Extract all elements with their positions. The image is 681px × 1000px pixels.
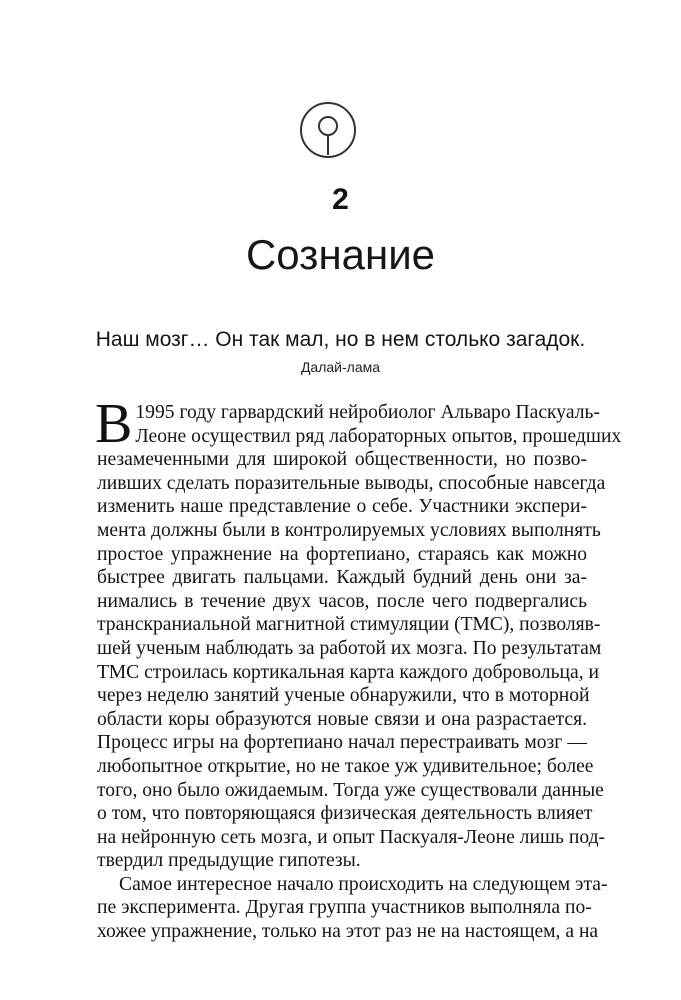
text-line: на нейронную сеть мозга, и опыт Паскуаля-Леоне лишь под- [97, 826, 606, 848]
epigraph-author: Далай-лама [300, 359, 381, 375]
text-line: Леоне осуществил ряд лабораторных опытов, прошедших [135, 425, 622, 447]
text-line: мента должны были в контролируемых условиях выполнять [97, 519, 601, 541]
text-line: пе эксперимента. Другая группа участников выполняла по- [97, 897, 592, 919]
text-line: нимались в течение двух часов, после чего подвергались [97, 590, 587, 612]
text-line: области коры образуются новые связи и она разрастается. [97, 708, 587, 730]
text-line: простое упражнение на фортепиано, стараясь как можно [97, 543, 587, 565]
text-line: изменить наше представление о себе. Участники экспери- [97, 496, 587, 518]
circle-keyhole-emblem-icon [298, 100, 358, 160]
paragraph-1 [95, 393, 622, 873]
text-line: незамеченными для широкой общественности, но позво- [97, 449, 587, 471]
text-line: ливших сделать поразительные выводы, способные навсегда [97, 472, 606, 494]
text-line: твердил предыдущие гипотезы. [97, 850, 361, 872]
text-line: ТМС строилась кортикальная карта каждого добровольца, и [97, 661, 599, 683]
text-line: через неделю занятий ученые обнаружили, что в моторной [97, 685, 590, 707]
text-line: шей ученым наблюдать за работой их мозга. По результатам [97, 637, 602, 659]
drop-cap: В [95, 393, 133, 455]
chapter-body [95, 393, 622, 944]
paragraph-2 [97, 873, 608, 944]
epigraph-quote: Наш мозг… Он так мал, но в нем столько загадок. [95, 328, 586, 351]
text-line: любопытное открытие, но не такое уж удивительное; более [97, 755, 594, 777]
chapter-title: Сознание [245, 231, 436, 278]
text-line: 1995 году гарвардский нейробиолог Альваро Паскуаль- [135, 402, 600, 423]
text-line: того, оно было ожидаемым. Тогда уже существовали данные [97, 779, 604, 801]
text-line: о том, что повторяющаяся физическая деятельность влияет [97, 803, 593, 825]
text-line: транскраниальной магнитной стимуляции (ТМС), позволяв- [97, 614, 601, 636]
chapter-number: 2 [332, 183, 349, 216]
text-line: быстрее двигать пальцами. Каждый будний день они за- [97, 567, 587, 589]
text-line: Самое интересное начало происходить на следующем эта- [119, 873, 608, 895]
text-line: Процесс игры на фортепиано начал перестраивать мозг — [97, 732, 587, 754]
text-line: хожее упражнение, только на этот раз не на настоящем, а на [97, 921, 599, 943]
